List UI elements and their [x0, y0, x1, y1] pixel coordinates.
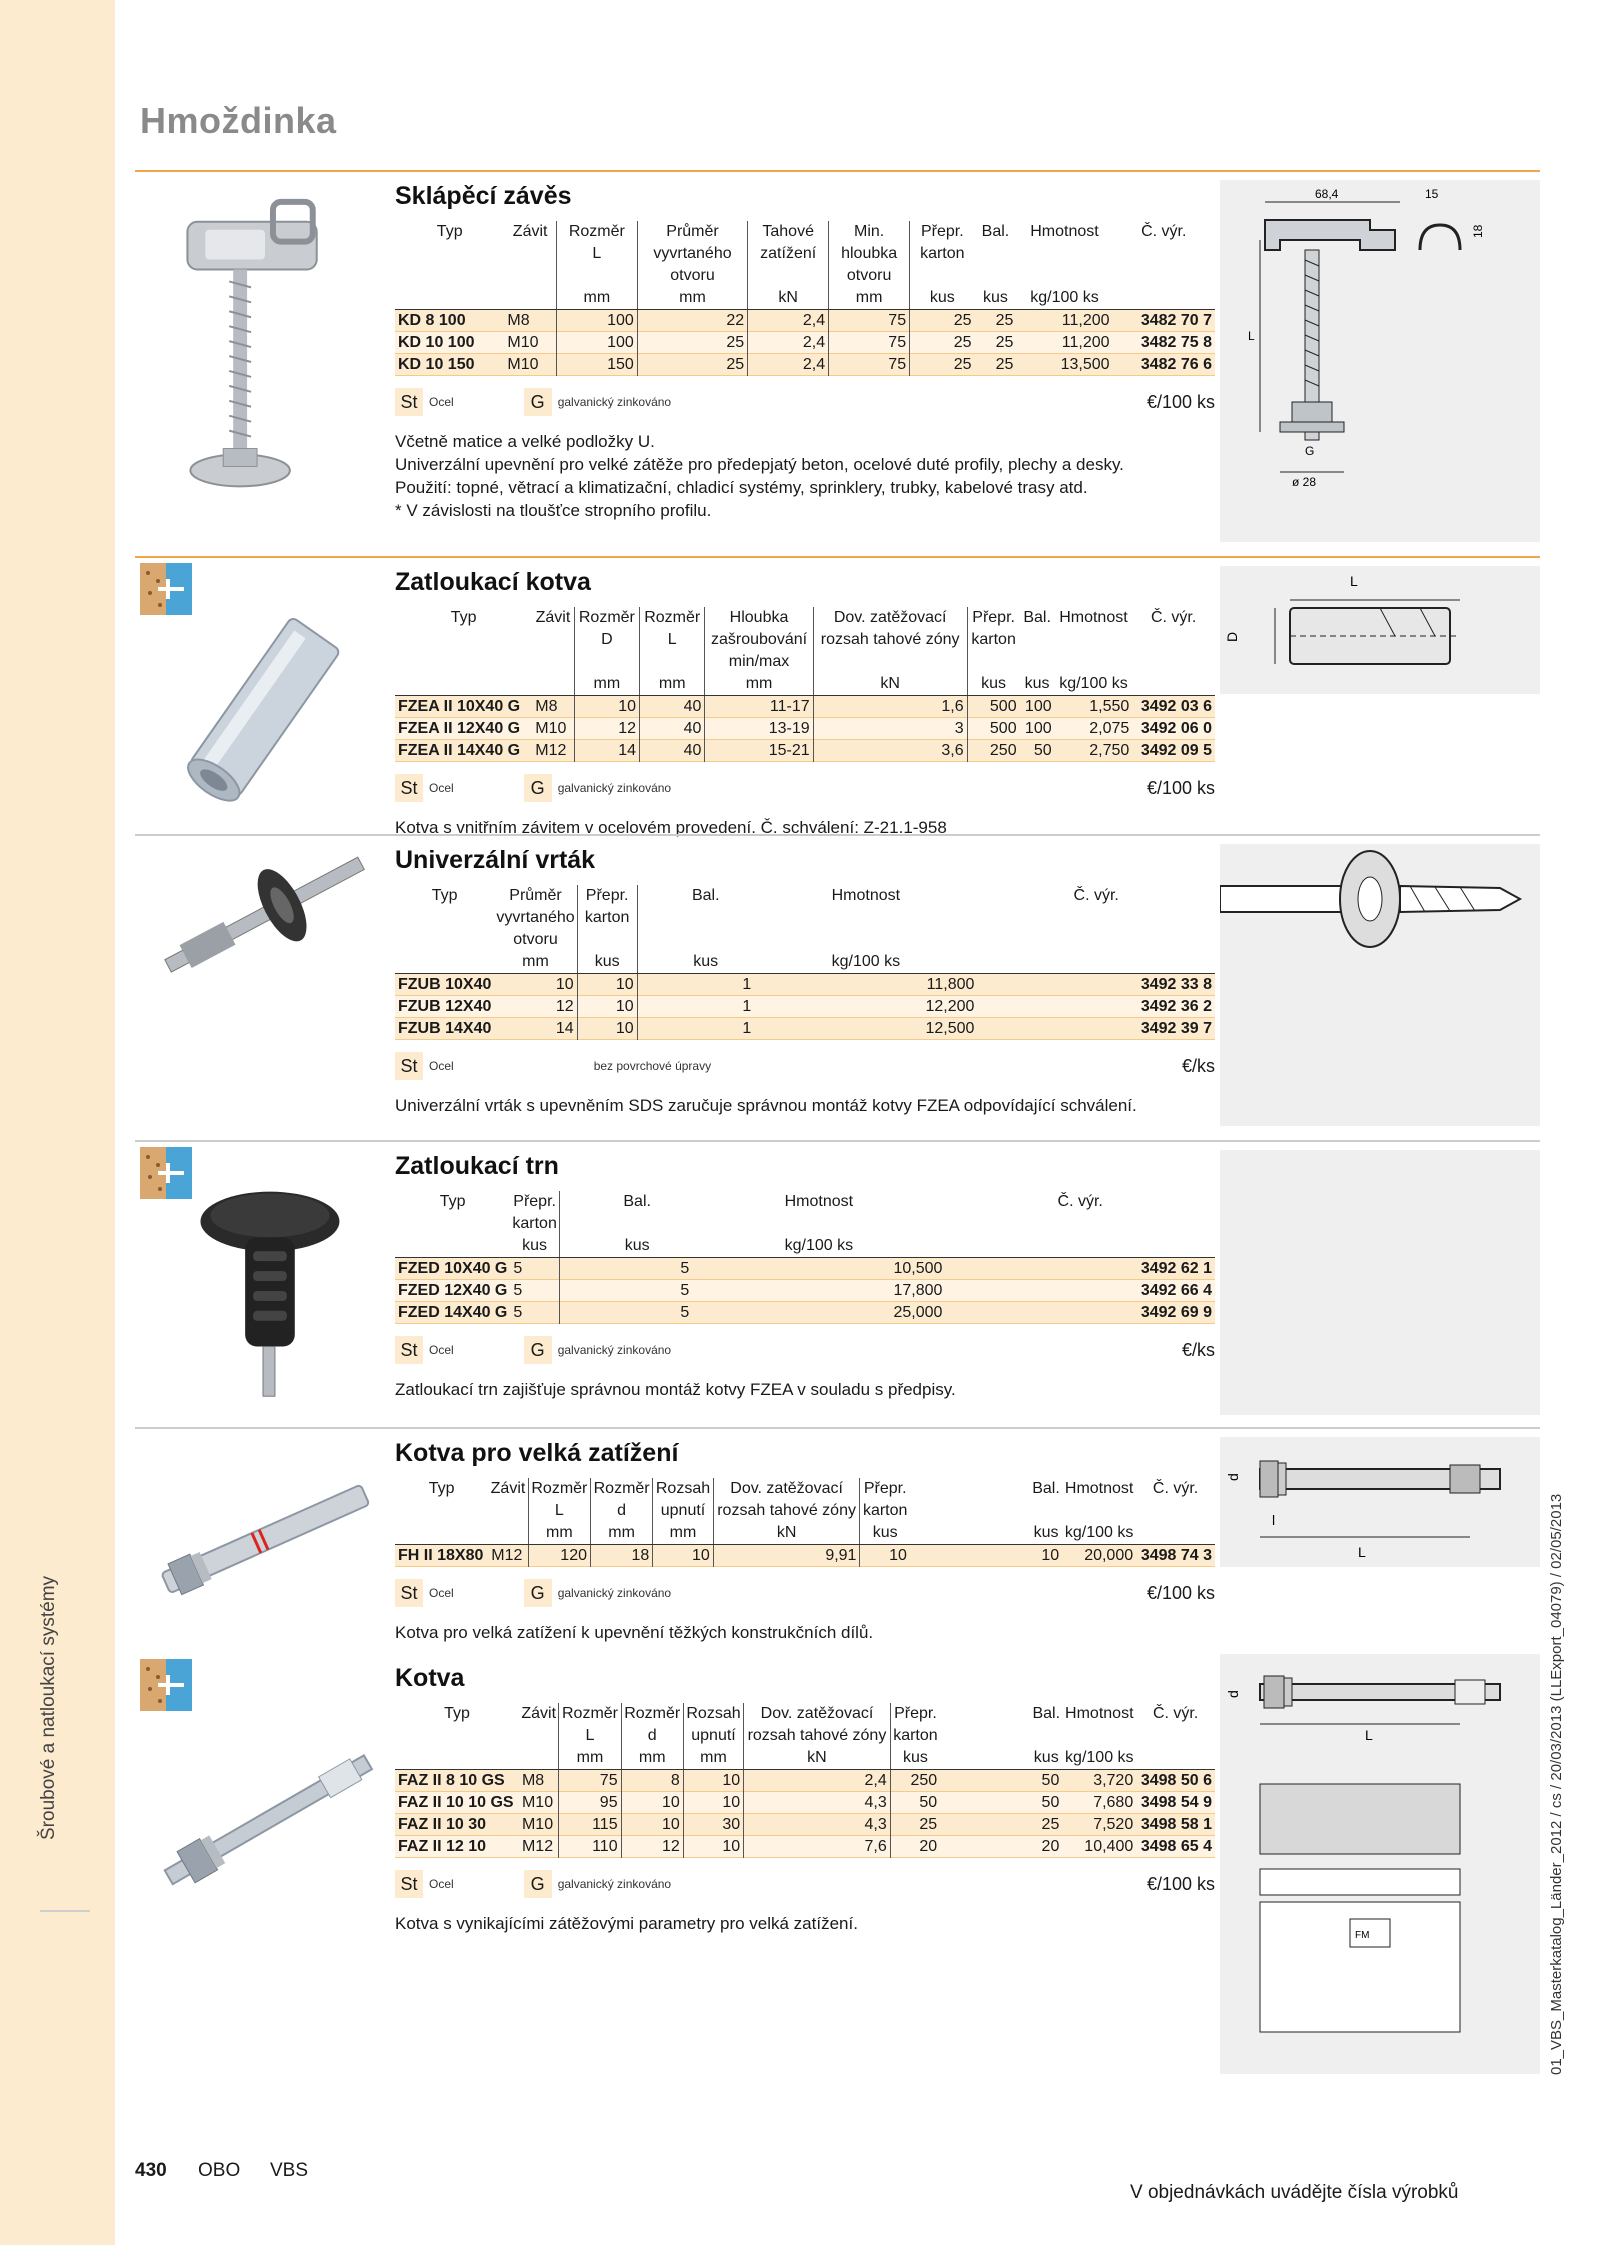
table-row: FAZ II 12 10 M12 110 12 10 7,6 20 20 10,400 3498 65 4	[395, 1836, 1215, 1858]
technical-drawing	[1220, 1654, 1540, 2074]
technical-drawing	[1220, 180, 1540, 542]
side-mark	[40, 1910, 90, 1912]
table-row: KD 8 100 M8 100 22 2,4 75 25 25 11,200 3482 70 7	[395, 310, 1215, 332]
svg-text:d: d	[1225, 1473, 1241, 1481]
col-header: Min. hloubka otvoru	[829, 221, 910, 287]
section-title: Sklápěcí závěs	[395, 182, 572, 210]
section-kotva	[135, 1654, 1540, 2094]
footer-brand-vbs: VBS	[270, 2160, 309, 2181]
product-description: Univerzální vrták s upevněním SDS zaručuje správnou montáž kotvy FZEA odpovídající schválení.	[395, 1096, 1137, 1115]
product-description: Kotva pro velká zatížení k upevnění těžkých konstrukčních dílů.	[395, 1623, 874, 1642]
table-row: FH II 18X80 M12 120 18 10 9,91 10 10 20,000 3498 74 3	[395, 1545, 1215, 1567]
table-row: FZUB 10X40 10 10 1 11,800 3492 33 8	[395, 974, 1215, 996]
table-row: FAZ II 10 10 GS M10 95 10 10 4,3 50 50 7,680 3498 54 9	[395, 1792, 1215, 1814]
product-photo-heavy-anchor	[135, 1429, 395, 1652]
section-zatloukaci-kotva	[135, 556, 1540, 837]
technical-drawing	[1220, 566, 1540, 694]
section-sklapeci-zaves	[135, 170, 1540, 550]
side-strip	[0, 0, 115, 2245]
technical-drawing	[1220, 844, 1540, 1126]
finish-code: G	[524, 388, 552, 416]
price-unit: €/100 ks	[1146, 777, 1215, 798]
section-kotva-velka-zatizeni	[135, 1427, 1540, 1652]
product-photo-anchor	[135, 558, 395, 828]
col-part: Č. výr.	[1141, 223, 1187, 240]
product-description: Kotva s vynikajícími zátěžovými parametry pro velká zatížení.	[395, 1914, 858, 1933]
section-content	[395, 836, 1215, 1117]
spec-table: Typ Závit Rozměr D Rozměr L Hloubka zašroubování min/max Dov. zatěžovací rozsah tahové zóny Přepr. karton Bal. Hmotnost Č. výr. mm mm mm kN kus kus kg/100 ks FZEA II 10X40 G M8 10 40 11-17 1,6 500 100 1,550 3492 03 6 FZEA II 12X40 G M10 12 40 13-19 3 500 100 2,075 3492 06 0 FZEA II 14X40 G M12 14 40 15-21 3,6 250 50 2,750 3492 09 5	[395, 607, 1215, 762]
table-row: FZED 12X40 G 5 5 17,800 3492 66 4	[395, 1280, 1215, 1302]
svg-text:L: L	[1358, 1544, 1366, 1560]
finish-label: bez povrchové úpravy	[593, 1059, 712, 1073]
price-unit: €/100 ks	[1146, 1873, 1215, 1894]
table-row: FZEA II 14X40 G M12 14 40 15-21 3,6 250 50 2,750 3492 09 5	[395, 740, 1215, 762]
svg-text:68,4: 68,4	[1315, 187, 1339, 201]
technical-drawing	[1220, 1437, 1540, 1567]
table-row: FZEA II 12X40 G M10 12 40 13-19 3 500 100 2,075 3492 06 0	[395, 718, 1215, 740]
svg-text:d: d	[1225, 1690, 1241, 1698]
col-header: Průměr vyvrtaného otvoru	[637, 221, 747, 287]
price-unit: €/100 ks	[1146, 391, 1215, 412]
col-header: Tahové zatížení	[748, 221, 829, 287]
table-row: KD 10 100 M10 100 25 2,4 75 25 25 11,200 3482 75 8	[395, 332, 1215, 354]
spec-table: Typ Průměr vyvrtaného otvoru Přepr. karton Bal. Hmotnost Č. výr. mm kus kus kg/100 ks FZUB 10X40 10 10 1 11,800 3492 33 8 FZUB 12X40 12 10 1 12,200 3492 36 2 FZUB 14X40 14 10 1 12,500 3492 39 7	[395, 885, 1215, 1040]
table-row: KD 10 150 M10 150 25 2,4 75 25 25 13,500 3482 76 6	[395, 354, 1215, 376]
product-description: Zatloukací trn zajišťuje správnou montáž kotvy FZEA v souladu s předpisy.	[395, 1380, 956, 1399]
section-content	[395, 172, 1215, 522]
col-weight: Hmotnost	[1030, 223, 1099, 240]
side-category-label: Šroubové a natloukací systémy	[38, 1575, 59, 1840]
material-line: St Ocel G galvanický zinkováno €/ks	[395, 1336, 1215, 1364]
spec-table: Typ Závit Rozměr L Rozměr d Rozsah upnutí Dov. zatěžovací rozsah tahové zóny Přepr. karton Bal. Hmotnost Č. výr. mm mm mm kN kus kus kg/100 ks FH II 18X80 M12 120 18 10 9,91 10 10 20,000 3498 74 3	[395, 1478, 1215, 1567]
table-row: FZUB 14X40 14 10 1 12,500 3492 39 7	[395, 1018, 1215, 1040]
table-row: FZEA II 10X40 G M8 10 40 11-17 1,6 500 100 1,550 3492 03 6	[395, 696, 1215, 718]
footer-note: V objednávkách uvádějte čísla výrobků	[1130, 2182, 1459, 2203]
svg-text:15: 15	[1425, 187, 1439, 201]
svg-text:G: G	[1305, 444, 1315, 458]
table-row: FZUB 12X40 12 10 1 12,200 3492 36 2	[395, 996, 1215, 1018]
price-unit: €/ks	[1181, 1055, 1215, 1076]
section-content	[395, 1654, 1215, 1935]
section-univerzalni-vrtak	[135, 834, 1540, 1136]
drawing-placeholder	[1220, 1150, 1540, 1415]
product-photo-drill	[135, 836, 395, 1136]
svg-text:FM: FM	[1355, 1930, 1370, 1941]
footer-page-number: 430	[135, 2160, 167, 2181]
material-line: St Ocel G galvanický zinkováno €/100 ks	[395, 1870, 1215, 1898]
table-row: FZED 10X40 G 5 5 10,500 3492 62 1	[395, 1258, 1215, 1280]
svg-text:L: L	[1350, 573, 1358, 589]
col-header: Závit	[504, 221, 556, 287]
product-photo-punch	[135, 1142, 395, 1425]
spec-table: Typ Závit Rozměr L Průměr vyvrtaného otvoru Tahové zatížení Min. hloubka otvoru Přepr. karton Bal. Hmotnost Č. výr. mm mm kN mm kus kus kg/100 ks KD 8 100 M8 100 22 2,4 75 25 25 11,200 3482 70 7 KD 10 100 M10 100 25 2,4 75 25 25 11,200 3482 75 8 KD 10 150 M10 150 25 2,4 75 25 25 13,500 3482 76 6	[395, 221, 1215, 376]
svg-text:D: D	[1224, 631, 1240, 642]
section-title: Kotva	[395, 1664, 465, 1692]
material-line	[395, 388, 1215, 416]
svg-text:ø 28: ø 28	[1292, 475, 1317, 489]
col-header: Přepr. karton	[920, 223, 965, 262]
product-photo-hanger	[135, 172, 395, 550]
svg-text:18: 18	[1471, 224, 1485, 238]
col-bal: Bal.	[981, 223, 1010, 240]
col-header: Rozměr L	[556, 221, 637, 287]
col-type: Typ	[436, 223, 463, 240]
section-title: Univerzální vrták	[395, 846, 596, 874]
product-description: Včetně matice a velké podložky U. Univerzální upevnění pro velké zátěže pro předepjatý beton, ocelové duté profily, plechy a desky. Použití: topné, větrací a klimatizační, chladicí systémy, sprinklery, trubky, kabelové trasy atd. * V závislosti na tloušťce stropního profilu.	[395, 432, 1124, 520]
section-content	[395, 1429, 1215, 1644]
product-photo-bolt-anchor	[135, 1654, 395, 2094]
svg-text:L: L	[1365, 1727, 1373, 1743]
footer-brand-obo: OBO	[198, 2160, 241, 2181]
section-content	[395, 558, 1215, 839]
table-row: FAZ II 8 10 GS M8 75 8 10 2,4 250 50 3,720 3498 50 6	[395, 1770, 1215, 1792]
price-unit: €/ks	[1181, 1339, 1215, 1360]
catalog-meta: 01_VBS_Masterkatalog_Länder_2012 / cs / 20/03/2013 (LLExport_04079) / 02/05/2013	[1548, 1493, 1565, 2075]
table-row: FZED 14X40 G 5 5 25,000 3492 69 9	[395, 1302, 1215, 1324]
section-title: Zatloukací trn	[395, 1152, 559, 1180]
section-title: Kotva pro velká zatížení	[395, 1439, 679, 1467]
table-row: FAZ II 10 30 M10 115 10 30 4,3 25 25 7,520 3498 58 1	[395, 1814, 1215, 1836]
spec-table: Typ Přepr. karton Bal. Hmotnost Č. výr. kus kus kg/100 ks FZED 10X40 G 5 5 10,500 3492 62 1 FZED 12X40 G 5 5 17,800 3492 66 4 FZED 14X40 G 5 5 25,000 3492 69 9	[395, 1191, 1215, 1324]
material-line: St Ocel G galvanický zinkováno €/100 ks	[395, 774, 1215, 802]
svg-text:l: l	[1272, 1512, 1276, 1528]
svg-text:L: L	[1248, 329, 1255, 343]
material-line: St Ocel G galvanický zinkováno €/100 ks	[395, 1579, 1215, 1607]
material-code: St	[395, 388, 423, 416]
page-title: Hmoždinka	[140, 100, 337, 141]
section-title: Zatloukací kotva	[395, 568, 591, 596]
price-unit: €/100 ks	[1146, 1582, 1215, 1603]
finish-label: galvanický zinkováno	[557, 395, 672, 409]
material-label: Ocel	[429, 395, 454, 409]
spec-table: Typ Závit Rozměr L Rozměr d Rozsah upnutí Dov. zatěžovací rozsah tahové zóny Přepr. karton Bal. Hmotnost Č. výr. mm mm mm kN kus kus kg/100 ks FAZ II 8 10 GS M8 75 8 10 2,4 250 50 3,720 3498 50 6 FAZ II 10 10 GS M10 95 10 10 4,3 50 50 7,680 3498 54 9 FAZ II 10 30 M10 115 10 30 4,3 25 25 7,520 3498 58 1 FAZ II 12 10 M12 110 12 10 7,6 20 20 10,400 3498 65 4	[395, 1703, 1215, 1858]
material-line: St Ocel bez povrchové úpravy €/ks	[395, 1052, 1215, 1080]
section-zatloukaci-trn	[135, 1140, 1540, 1425]
product-description: Kotva s vnitřním závitem v ocelovém provedení. Č. schválení: Z-21.1-958	[395, 818, 947, 837]
section-content	[395, 1142, 1215, 1401]
